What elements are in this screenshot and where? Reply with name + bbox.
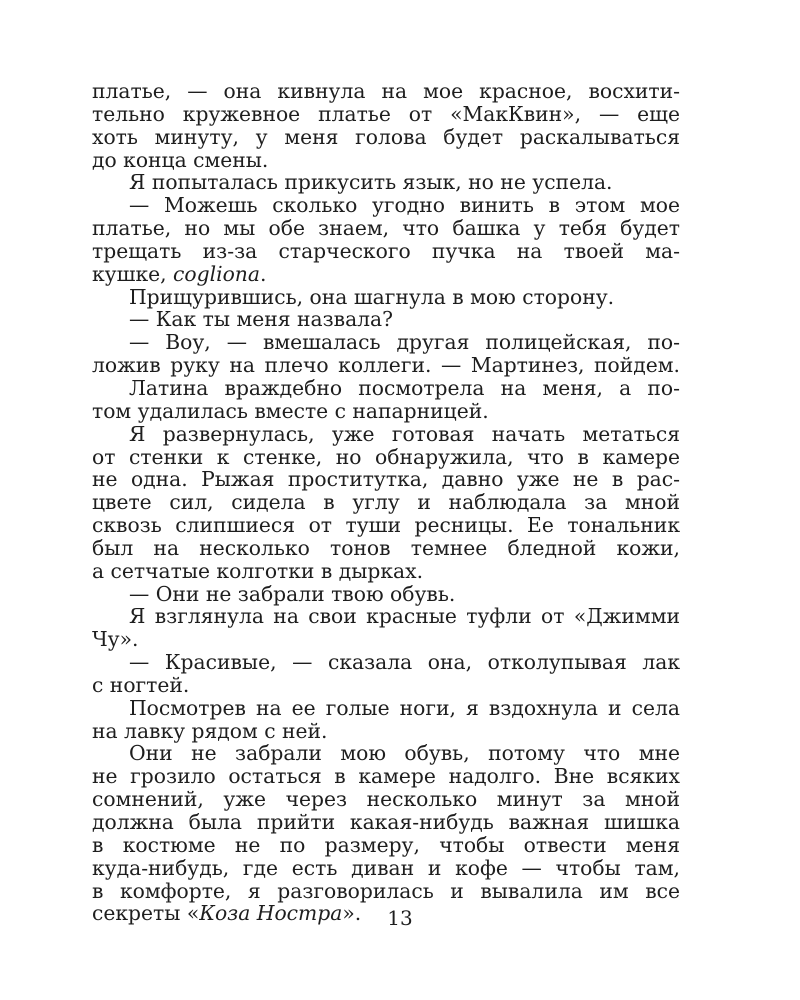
text-line: в комфорте, я разговорилась и вывалила им все bbox=[92, 878, 680, 903]
text-line: Посмотрев на ее голые ноги, я вздохнула и села bbox=[129, 695, 680, 720]
text-line: должна была прийти какая-нибудь важная шишка bbox=[92, 810, 680, 834]
text-line: не грозило остаться в камере надолго. Вне всяких bbox=[92, 764, 680, 789]
text-line: платье, — она кивнула на мое красное, восхити- bbox=[92, 79, 680, 103]
text-line bbox=[92, 263, 680, 286]
text-line: сквозь слипшиеся от туши ресницы. Ее тональник bbox=[92, 513, 680, 538]
text-line: Я взглянула на свои красные туфли от «Джимми bbox=[129, 604, 680, 629]
text-line: Я попыталась прикусить язык, но не успела. bbox=[129, 170, 613, 195]
text-line: том удалилась вместе с напарницей. bbox=[92, 398, 489, 423]
text-line: — Можешь сколько угодно винить в этом мое bbox=[129, 193, 680, 218]
text-line: куда-нибудь, где есть диван и кофе — чтобы там, bbox=[92, 855, 680, 880]
text-line: трещать из-за старческого пучка на твоей ма- bbox=[92, 238, 680, 263]
text-line: в костюме не по размеру, чтобы отвести меня bbox=[92, 832, 680, 857]
text-line: сомнений, уже через несколько минут за мной bbox=[92, 787, 680, 812]
text-line: с ногтей. bbox=[92, 672, 190, 697]
text-line: хоть минуту, у меня голова будет раскалываться bbox=[92, 124, 680, 149]
text-line: цвете сил, сидела в углу и наблюдала за мной bbox=[92, 490, 680, 515]
text-line: на лавку рядом с ней. bbox=[92, 718, 328, 743]
text-line: а сетчатые колготки в дырках. bbox=[92, 558, 424, 583]
italic-title: Коза Ностра bbox=[199, 901, 343, 926]
text-fragment: . bbox=[259, 261, 267, 286]
text-line: Прищурившись, она шагнула в мою сторону. bbox=[129, 284, 615, 309]
text-fragment: секреты « bbox=[92, 901, 200, 926]
text-fragment: ». bbox=[342, 901, 362, 926]
text-line: — Как ты меня назвала? bbox=[129, 307, 394, 332]
text-line: — Воу, — вмешалась другая полицейская, по- bbox=[129, 330, 680, 355]
text-line: ложив руку на плечо коллеги. — Мартинез, пойдем. bbox=[92, 353, 680, 378]
text-line: был на несколько тонов темнее бледной кожи, bbox=[92, 535, 680, 560]
text-line: платье, но мы обе знаем, что башка у тебя будет bbox=[92, 216, 680, 241]
text-fragment: кушке, bbox=[92, 261, 174, 286]
text-line: не одна. Рыжая проститутка, давно уже не в рас- bbox=[92, 467, 680, 492]
text-line: от стенки к стенке, но обнаружила, что в камере bbox=[92, 444, 680, 469]
text-line: до конца смены. bbox=[92, 147, 269, 172]
text-line: Чу». bbox=[92, 627, 139, 652]
text-line: Они не забрали мою обувь, потому что мне bbox=[129, 741, 680, 766]
text-line: Я развернулась, уже готовая начать метаться bbox=[129, 421, 680, 446]
book-page-text bbox=[92, 80, 680, 925]
text-line: тельно кружевное платье от «МакКвин», — еще bbox=[92, 101, 680, 126]
text-line: — Они не забрали твою обувь. bbox=[129, 581, 456, 606]
text-line: — Красивые, — сказала она, отколупывая лак bbox=[129, 650, 680, 675]
italic-word: cogliona bbox=[173, 261, 260, 286]
text-line: Латина враждебно посмотрела на меня, а по- bbox=[129, 375, 680, 400]
page-number: 13 bbox=[387, 906, 413, 930]
